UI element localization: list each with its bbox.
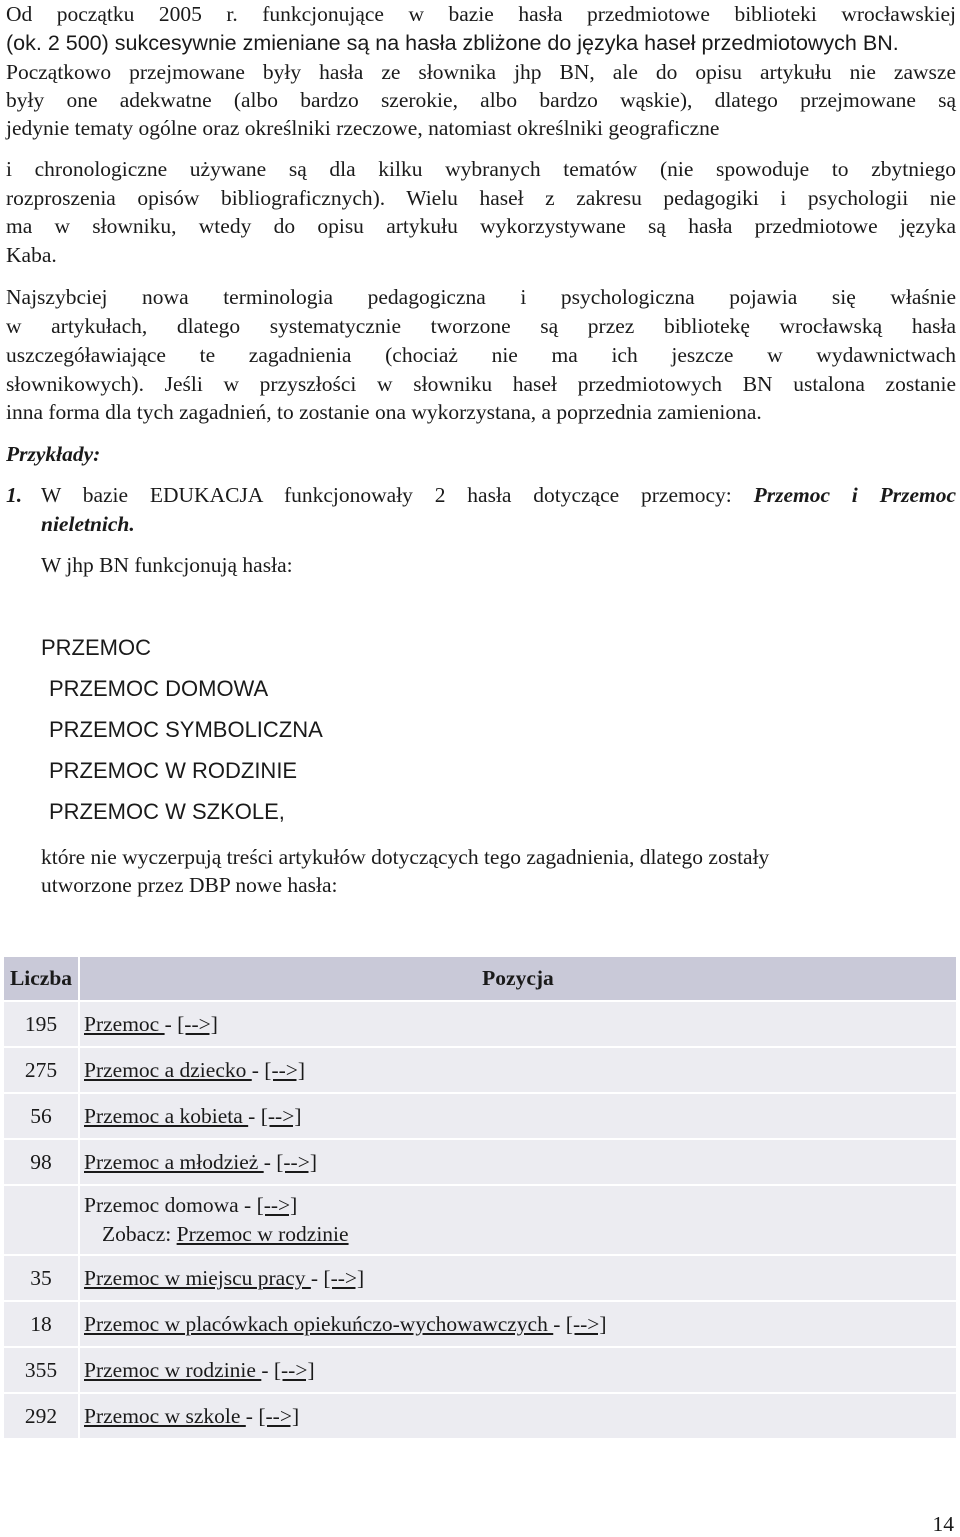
- subject-headings-list: [41, 627, 323, 832]
- table-row: [4, 1394, 956, 1438]
- example-1-line-1: [41, 481, 956, 510]
- column-header-count: Liczba: [4, 957, 78, 1000]
- paragraph-4-line-2: w artykułach, dlatego systematycznie tworzone są przez bibliotekę wrocławską hasła: [6, 314, 956, 338]
- row-position: Przemoc w placówkach opiekuńczo-wychowawczych - [-->]: [80, 1302, 956, 1346]
- row-count: 56: [4, 1094, 78, 1138]
- heading-link[interactable]: Przemoc w placówkach opiekuńczo-wychowawczych: [84, 1311, 554, 1336]
- row-position: Przemoc - [-->]: [80, 1002, 956, 1046]
- heading-link[interactable]: Przemoc a dziecko: [84, 1057, 252, 1082]
- table-row: [4, 1348, 956, 1392]
- arrow-link[interactable]: [-->]: [323, 1265, 365, 1290]
- heading-link[interactable]: Przemoc a kobieta: [84, 1103, 249, 1128]
- row-count: 98: [4, 1140, 78, 1184]
- heading-link[interactable]: Przemoc: [84, 1011, 165, 1036]
- row-position: Przemoc a dziecko - [-->]: [80, 1048, 956, 1092]
- paragraph-3-line-1: i chronologiczne używane są dla kilku wybranych tematów (nie spowoduje to zbytniego: [6, 157, 956, 181]
- row-position: Przemoc domowa - [-->] Zobacz: Przemoc w rodzinie: [80, 1186, 956, 1254]
- example-number: 1.: [6, 483, 23, 507]
- arrow-link[interactable]: [-->]: [276, 1149, 317, 1174]
- paragraph-2-line-2: były one adekwatne (albo bardzo szerokie, albo bardzo wąskie), dlatego przejmowane są: [6, 88, 956, 112]
- heading-link[interactable]: Przemoc w miejscu pracy: [84, 1265, 311, 1290]
- row-position: Przemoc a kobieta - [-->]: [80, 1094, 956, 1138]
- heading-link[interactable]: Przemoc w rodzinie: [84, 1357, 262, 1382]
- arrow-link[interactable]: [-->]: [177, 1011, 218, 1036]
- heading-link[interactable]: Przemoc w szkole: [84, 1403, 246, 1428]
- table-row: [4, 1140, 956, 1184]
- table-row: [4, 1302, 956, 1346]
- row-count: 195: [4, 1002, 78, 1046]
- table-row: [4, 1094, 956, 1138]
- row-count: 275: [4, 1048, 78, 1092]
- subject-heading: PRZEMOC W SZKOLE,: [49, 799, 285, 824]
- paragraph-2-line-1: Początkowo przejmowane były hasła ze słownika jhp BN, ale do opisu artykułu nie zawsze: [6, 60, 956, 84]
- paragraph-1-line-1: Od początku 2005 r. funkcjonujące w bazie hasła przedmiotowe biblioteki wrocławskiej: [6, 2, 956, 26]
- subject-heading: PRZEMOC W RODZINIE: [49, 758, 298, 783]
- after-list-line-1: które nie wyczerpują treści artykułów dotyczących tego zagadnienia, dlatego zostały: [41, 845, 770, 869]
- example-1-text: W bazie EDUKACJA funkcjonowały 2 hasła dotyczące przemocy:: [41, 483, 732, 507]
- subject-heading: PRZEMOC SYMBOLICZNA: [49, 717, 323, 742]
- row-position: Przemoc w rodzinie - [-->]: [80, 1348, 956, 1392]
- row-position: Przemoc a młodzież - [-->]: [80, 1140, 956, 1184]
- heading-link[interactable]: Przemoc a młodzież: [84, 1149, 264, 1174]
- table-header-row: [4, 957, 956, 1000]
- after-list-line-2: utworzone przez DBP nowe hasła:: [41, 873, 338, 897]
- paragraph-2-line-3: jedynie tematy ogólne oraz określniki rzeczowe, natomiast określniki geograficzne: [6, 116, 720, 140]
- row-count: 18: [4, 1302, 78, 1346]
- row-count: [4, 1186, 78, 1254]
- subject-heading: PRZEMOC: [41, 635, 151, 660]
- arrow-link[interactable]: [-->]: [565, 1311, 607, 1336]
- column-header-position: Pozycja: [80, 957, 956, 1000]
- paragraph-3-line-2: rozproszenia opisów bibliograficznych). Wielu haseł z zakresu pedagogiki i psychologii nie: [6, 186, 956, 210]
- subject-heading: PRZEMOC DOMOWA: [49, 676, 269, 701]
- examples-heading: Przykłady:: [6, 442, 101, 466]
- see-label: Zobacz:: [102, 1222, 172, 1246]
- paragraph-3-line-4: Kaba.: [6, 243, 57, 267]
- paragraph-4-line-1: Najszybciej nowa terminologia pedagogiczna i psychologiczna pojawia się właśnie: [6, 285, 956, 309]
- table-row: [4, 1048, 956, 1092]
- page-number: 14: [932, 1512, 954, 1536]
- table-row: [4, 1002, 956, 1046]
- paragraph-4-line-3: uszczegóławiające te zagadnienia (chociaż nie ma ich jeszcze w wydawnictwach: [6, 343, 956, 367]
- arrow-link[interactable]: [-->]: [264, 1057, 306, 1082]
- arrow-link[interactable]: [-->]: [258, 1403, 300, 1428]
- example-1-intro: W jhp BN funkcjonują hasła:: [41, 553, 293, 577]
- row-position: Przemoc w miejscu pracy - [-->]: [80, 1256, 956, 1300]
- see-also-line: [84, 1220, 956, 1249]
- paragraph-1-line-2: (ok. 2 500) sukcesywnie zmieniane są na hasła zbliżone do języka haseł przedmiotowych BN.: [6, 31, 899, 55]
- paragraph-4-line-4: słownikowych). Jeśli w przyszłości w słowniku haseł przedmiotowych BN ustalona zostanie: [6, 372, 956, 396]
- paragraph-4-line-5: inna forma dla tych zagadnień, to zostanie ona wykorzystana, a poprzednia zamieniona.: [6, 400, 762, 424]
- arrow-link[interactable]: [-->]: [273, 1357, 315, 1382]
- paragraph-3-line-3: ma w słowniku, wtedy do opisu artykułu wykorzystywane są hasła przedmiotowe języka: [6, 214, 956, 238]
- see-also-link[interactable]: Przemoc w rodzinie: [176, 1222, 349, 1246]
- row-count: 292: [4, 1394, 78, 1438]
- arrow-link[interactable]: [-->]: [260, 1103, 302, 1128]
- table-row: [4, 1186, 956, 1254]
- row-position: Przemoc w szkole - [-->]: [80, 1394, 956, 1438]
- table-row: [4, 1256, 956, 1300]
- row-count: 355: [4, 1348, 78, 1392]
- arrow-link[interactable]: [-->]: [256, 1193, 298, 1217]
- row-count: 35: [4, 1256, 78, 1300]
- example-1-line-2: nieletnich.: [41, 512, 135, 536]
- heading-text: Przemoc domowa: [84, 1193, 239, 1217]
- example-1-emphasis: Przemoc i Przemoc: [753, 483, 957, 507]
- headings-table: [2, 955, 958, 1440]
